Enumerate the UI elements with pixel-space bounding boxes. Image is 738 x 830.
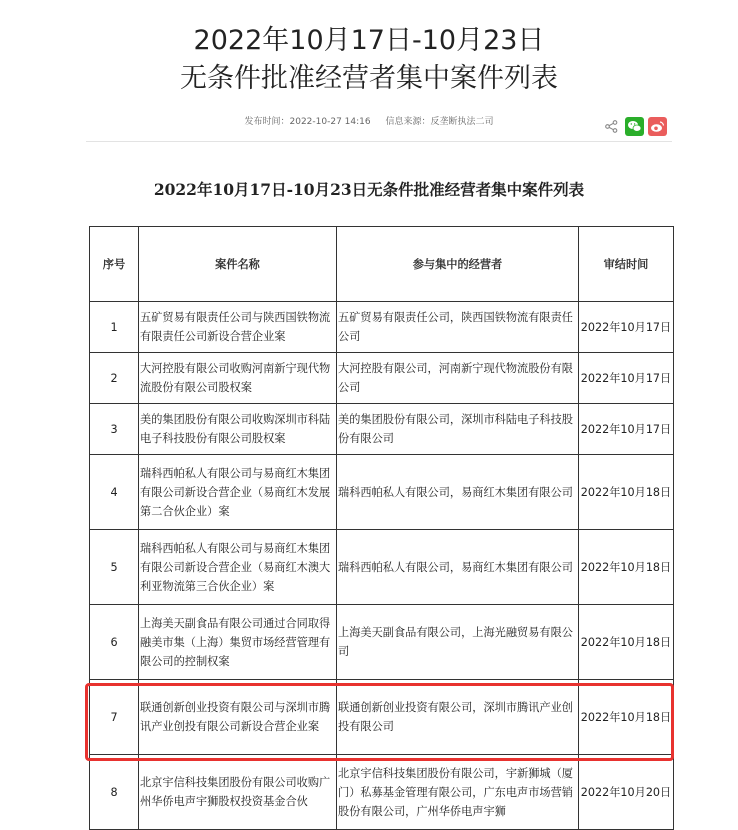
row-case-name: 联通创新创业投资有限公司与深圳市腾讯产业创投有限公司新设合营企业案	[139, 680, 337, 755]
table-row	[90, 605, 674, 680]
row-date: 2022年10月17日	[579, 302, 674, 353]
header-case-name: 案件名称	[139, 227, 337, 302]
table-row	[90, 755, 674, 830]
publish-time: 发布时间：2022-10-27 14:16	[244, 117, 371, 127]
header-parties: 参与集中的经营者	[337, 227, 579, 302]
row-parties: 北京宇信科技集团股份有限公司，宇新狮城（厦门）私募基金管理有限公司，广东电声市场营销股份有限公司，广州华侨电声宇狮	[337, 755, 579, 830]
row-no: 5	[90, 530, 139, 605]
title-line-1: 2022年10月17日-10月23日	[193, 25, 545, 56]
table-row-highlighted	[90, 680, 674, 755]
row-date: 2022年10月17日	[579, 404, 674, 455]
share-bar	[602, 116, 667, 136]
document-heading: 2022年10月17日-10月23日无条件批准经营者集中案件列表	[153, 180, 585, 199]
row-no: 2	[90, 353, 139, 404]
weibo-icon[interactable]	[648, 117, 667, 136]
table-header-row	[90, 227, 674, 302]
row-no: 7	[90, 680, 139, 755]
row-date: 2022年10月17日	[579, 353, 674, 404]
row-date: 2022年10月20日	[579, 755, 674, 830]
row-parties: 五矿贸易有限责任公司，陕西国铁物流有限责任公司	[337, 302, 579, 353]
row-case-name: 美的集团股份有限公司收购深圳市科陆电子科技股份有限公司股权案	[139, 404, 337, 455]
row-case-name: 瑞科西帕私人有限公司与易商红木集团有限公司新设合营企业（易商红木发展第二合伙企业）案	[139, 455, 337, 530]
header-date: 审结时间	[579, 227, 674, 302]
row-parties: 联通创新创业投资有限公司，深圳市腾讯产业创投有限公司	[337, 680, 579, 755]
row-case-name: 大河控股有限公司收购河南新宁现代物流股份有限公司股权案	[139, 353, 337, 404]
source: 信息来源：反垄断执法二司	[385, 117, 494, 127]
row-no: 1	[90, 302, 139, 353]
row-no: 4	[90, 455, 139, 530]
row-case-name: 瑞科西帕私人有限公司与易商红木集团有限公司新设合营企业（易商红木澳大利亚物流第三合伙企业）案	[139, 530, 337, 605]
divider	[86, 141, 672, 142]
row-parties: 上海美天副食品有限公司，上海光融贸易有限公司	[337, 605, 579, 680]
row-parties: 大河控股有限公司，河南新宁现代物流股份有限公司	[337, 353, 579, 404]
table-row	[90, 302, 674, 353]
row-parties: 美的集团股份有限公司，深圳市科陆电子科技股份有限公司	[337, 404, 579, 455]
row-no: 6	[90, 605, 139, 680]
row-case-name: 上海美天副食品有限公司通过合同取得融美市集（上海）集贸市场经营管理有限公司的控制权案	[139, 605, 337, 680]
share-icon[interactable]	[602, 117, 621, 136]
row-date: 2022年10月18日	[579, 680, 674, 755]
row-date: 2022年10月18日	[579, 605, 674, 680]
table-row	[90, 404, 674, 455]
row-case-name: 北京宇信科技集团股份有限公司收购广州华侨电声宇狮股权投资基金合伙	[139, 755, 337, 830]
row-parties: 瑞科西帕私人有限公司，易商红木集团有限公司	[337, 530, 579, 605]
row-case-name: 五矿贸易有限责任公司与陕西国铁物流有限责任公司新设合营企业案	[139, 302, 337, 353]
wechat-icon[interactable]	[625, 117, 644, 136]
title-line-2: 无条件批准经营者集中案件列表	[180, 63, 558, 94]
header-no: 序号	[90, 227, 139, 302]
row-no: 3	[90, 404, 139, 455]
row-date: 2022年10月18日	[579, 530, 674, 605]
row-no: 8	[90, 755, 139, 830]
table-row	[90, 353, 674, 404]
cases-table	[89, 226, 674, 830]
row-date: 2022年10月18日	[579, 455, 674, 530]
table-row	[90, 455, 674, 530]
row-parties: 瑞科西帕私人有限公司，易商红木集团有限公司	[337, 455, 579, 530]
table-row	[90, 530, 674, 605]
page-title	[0, 22, 738, 98]
